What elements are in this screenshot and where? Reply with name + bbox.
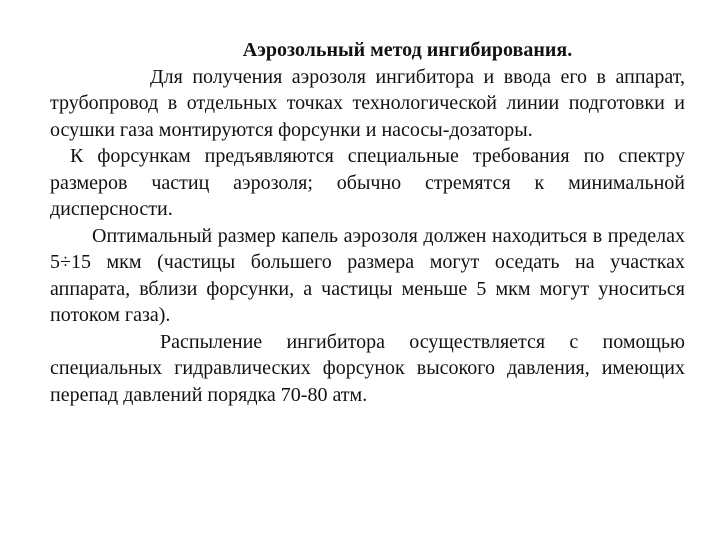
paragraph-nozzle-requirements: К форсункам предъявляются специальные требования по спектру размеров частиц аэрозоля; обычно стремятся к минимальной дисперсности. [50,145,685,220]
paragraph-spraying: Распыление ингибитора осуществляется с помощью специальных гидравлических форсунок высокого давления, имеющих перепад давлений порядка 70-80 атм. [50,330,685,406]
document-body [50,37,685,408]
document-title: Аэрозольный метод ингибирования. [242,39,573,61]
paragraph-aerosol-injection: Для получения аэрозоля ингибитора и ввода его в аппарат, трубопровод в отдельных точках технологической линии подготовки и осушки газа монтируются форсунки и насосы-дозаторы. [50,65,685,141]
paragraph-droplet-size: Оптимальный размер капель аэрозоля должен находиться в пределах 5÷15 мкм (частицы большего размера могут оседать на участках аппарата, вблизи форсунки, а частицы меньше 5 мкм могут уноситься потоком газа). [50,224,685,326]
